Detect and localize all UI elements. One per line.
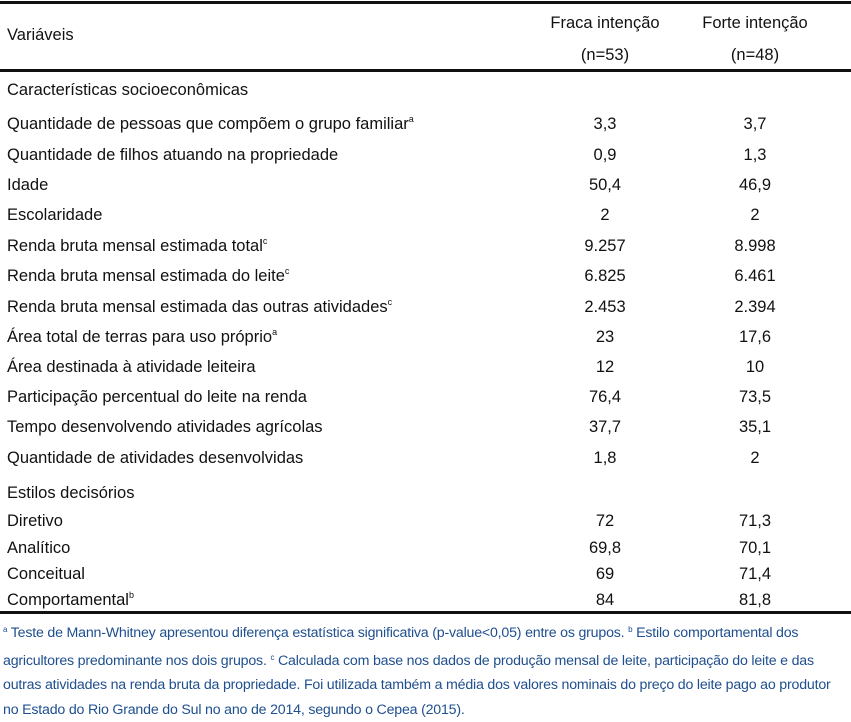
value-fraca: 2 (600, 205, 610, 224)
table-row (0, 264, 851, 288)
row-label-text: Conceitual (7, 564, 85, 583)
value-fraca: 2.453 (584, 297, 626, 316)
value-fraca: 69 (595, 564, 615, 583)
footnote-marker: c (262, 236, 268, 246)
value-fraca: 72 (595, 511, 615, 530)
row-label (7, 114, 414, 134)
section-title: Características socioeconômicas (7, 80, 249, 99)
table-row (0, 295, 851, 319)
table-row (0, 536, 851, 560)
row-label-text: Participação percentual do leite na renda (7, 387, 307, 406)
table-row (0, 173, 851, 197)
row-label (7, 358, 256, 377)
value-forte: 2.394 (734, 297, 776, 316)
table-row (0, 325, 851, 349)
row-label (7, 236, 267, 256)
value-forte: 46,9 (738, 175, 772, 194)
row-label (7, 206, 102, 225)
value-fraca: 84 (595, 590, 615, 609)
table-row (0, 143, 851, 167)
value-forte: 2 (750, 448, 760, 467)
row-label (7, 297, 392, 317)
header-col1-n: (n=53) (580, 46, 630, 64)
row-label (7, 418, 323, 437)
header-col2: Forte intenção (702, 14, 808, 32)
footnote-marker: a (272, 327, 278, 337)
row-label-text: Renda bruta mensal estimada das outras atividades (7, 298, 388, 316)
value-forte: 73,5 (738, 387, 772, 406)
value-forte: 71,3 (738, 511, 772, 530)
row-label (7, 590, 134, 610)
row-label-text: Tempo desenvolvendo atividades agrícolas (7, 417, 323, 436)
header-rule (0, 69, 851, 72)
footnote-text: Estilo comportamental dos agricultores predominante nos dois grupos. (3, 625, 799, 669)
value-forte: 10 (745, 357, 765, 376)
row-label-text: Analítico (7, 538, 71, 557)
row-label (7, 266, 289, 286)
value-fraca: 76,4 (588, 387, 622, 406)
value-forte: 71,4 (738, 564, 772, 583)
footnote-text: Calculada com base nos dados de produção mensal de leite, participação do leite e das outras atividades na renda bruta da propriedade. Foi utilizada também a média dos valores nominais do preço do leite pago ao produtor no Estado do Rio Grande do Sul no ano de 2014, segundo o Cepea (2015). (3, 652, 831, 718)
row-label-text: Escolaridade (7, 205, 103, 224)
header-col2-n: (n=48) (730, 46, 780, 64)
table-row (0, 415, 851, 439)
value-forte: 70,1 (738, 538, 772, 557)
table-row (0, 234, 851, 258)
footnote-marker: b (128, 590, 134, 600)
row-label-text: Renda bruta mensal estimada total (7, 237, 263, 255)
table-row (0, 446, 851, 470)
row-label-text: Idade (7, 175, 49, 194)
table-row (0, 112, 851, 136)
value-fraca: 0,9 (593, 145, 617, 164)
footnote-marker: a (3, 625, 8, 634)
value-fraca: 3,3 (593, 114, 617, 133)
value-fraca: 37,7 (588, 417, 622, 436)
value-fraca: 6.825 (584, 266, 626, 285)
value-forte: 81,8 (738, 590, 772, 609)
section-title: Estilos decisórios (7, 483, 135, 502)
table-row (0, 562, 851, 586)
value-fraca: 1,8 (593, 448, 617, 467)
value-forte: 17,6 (738, 327, 772, 346)
value-fraca: 9.257 (584, 236, 626, 255)
value-forte: 2 (750, 205, 760, 224)
value-fraca: 23 (595, 327, 615, 346)
row-label (7, 512, 63, 531)
row-label (7, 327, 277, 347)
row-label (7, 565, 85, 584)
row-label (7, 176, 48, 195)
row-label-text: Comportamental (7, 591, 129, 609)
row-label (7, 388, 307, 407)
row-label (7, 146, 338, 165)
row-label-text: Área total de terras para uso próprio (7, 328, 273, 346)
value-forte: 8.998 (734, 236, 776, 255)
row-label (7, 539, 70, 558)
value-forte: 6.461 (734, 266, 776, 285)
table-row (0, 385, 851, 409)
footnote-marker: c (284, 266, 290, 276)
value-forte: 35,1 (738, 417, 772, 436)
header-col1: Fraca intenção (550, 14, 660, 32)
value-fraca: 50,4 (588, 175, 622, 194)
value-forte: 3,7 (743, 114, 767, 133)
bottom-rule (0, 611, 851, 614)
footnote-text: Teste de Mann-Whitney apresentou diferença estatística significativa (p-value<0,05) entre os grupos. (7, 625, 629, 641)
row-label-text: Quantidade de filhos atuando na propriedade (7, 145, 339, 164)
value-fraca: 12 (595, 357, 615, 376)
table-row (0, 203, 851, 227)
table-row (0, 355, 851, 379)
value-forte: 1,3 (743, 145, 767, 164)
table-header (0, 10, 851, 62)
footnote (3, 618, 849, 722)
value-fraca: 69,8 (588, 538, 622, 557)
footnote-marker: a (408, 114, 414, 124)
top-rule (0, 1, 851, 4)
row-label-text: Renda bruta mensal estimada do leite (7, 267, 285, 285)
row-label-text: Área destinada à atividade leiteira (7, 357, 256, 376)
table-row (0, 509, 851, 533)
row-label-text: Diretivo (7, 511, 63, 530)
table-row (0, 588, 851, 612)
footnote-marker: c (387, 297, 393, 307)
footnote-marker: c (270, 652, 275, 662)
row-label-text: Quantidade de pessoas que compõem o grupo familiar (7, 115, 409, 133)
header-variables: Variáveis (7, 26, 74, 44)
row-label (7, 449, 303, 468)
footnote-marker: b (628, 625, 633, 634)
row-label-text: Quantidade de atividades desenvolvidas (7, 448, 304, 467)
